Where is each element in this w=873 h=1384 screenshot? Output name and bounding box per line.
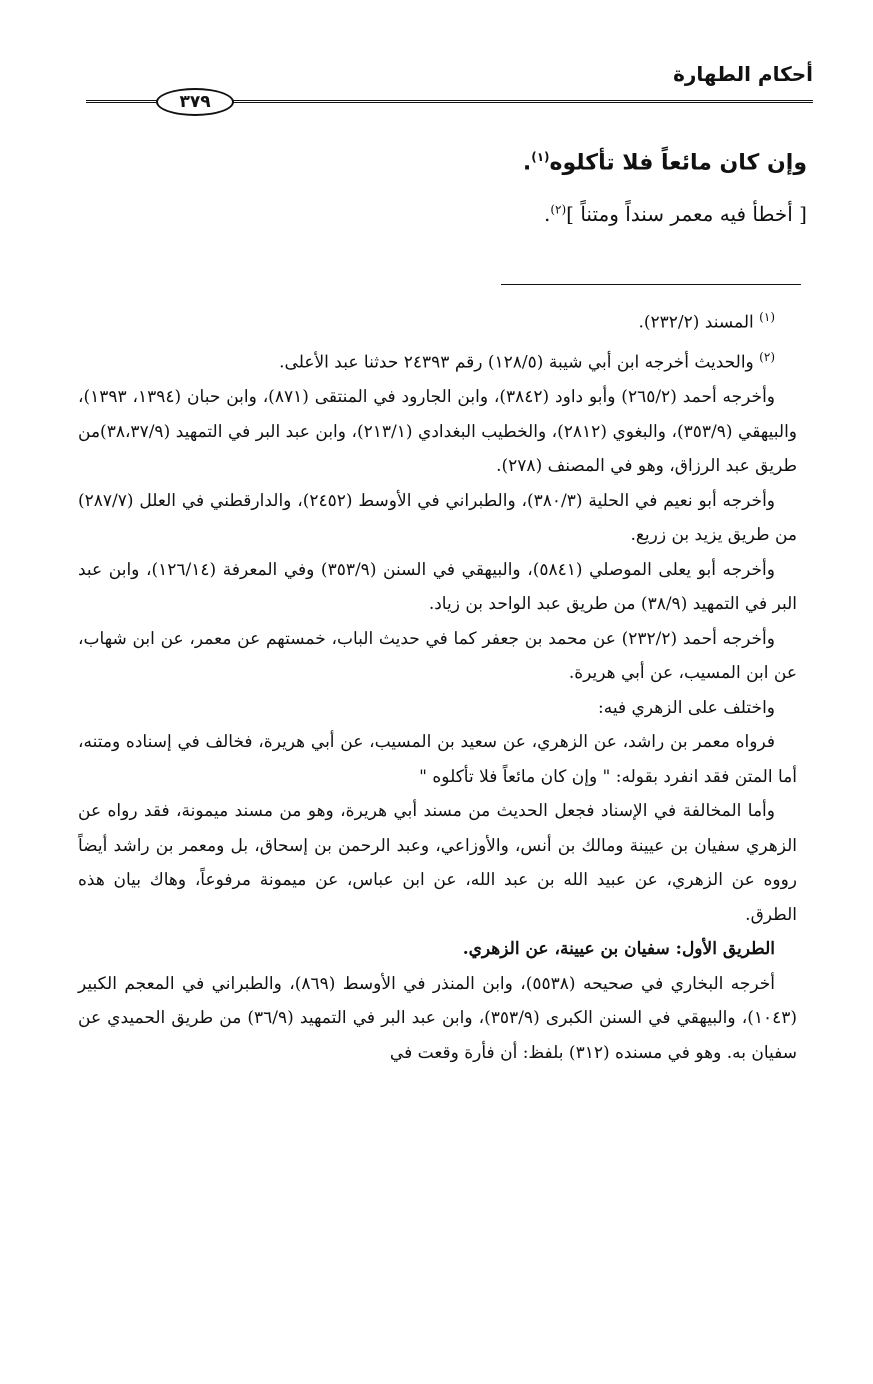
footnote-paragraph: أخرجه البخاري في صحيحه (٥٥٣٨)، وابن المنذر في الأوسط (٨٦٩)، والطبراني في المعجم الكبير (١٠٤٣)، والبيهقي في السنن الكبرى (٣٥٣/٩)، وابن عبد البر في التمهيد (٣٦/٩) من طريق الحميدي عن سفيان به. وهو في مسنده (٣١٢) بلفظ: أن فأرة وقعت في bbox=[78, 973, 798, 1063]
main-text-1: وإن كان مائعاً فلا تأكلوه bbox=[549, 150, 807, 176]
footnote-1 bbox=[78, 300, 797, 340]
footnote-ref-1: (١) bbox=[531, 150, 550, 164]
footnote-1-marker: (١) bbox=[759, 310, 775, 324]
footnote-paragraph: وأخرجه أحمد (٢٦٥/٢) وأبو داود (٣٨٤٢)، وابن الجارود في المنتقى (٨٧١)، وابن حبان (١٣٩٤، ١٣٩٣)، والبيهقي (٣٥٣/٩)، والبغوي (٢٨١٢)، والخطيب البغدادي (٢١٣/١)، وابن عبد البر في التمهيد (٣٨،٣٧/٩)من طريق عبد الرزاق، وهو في المصنف (٢٧٨). bbox=[78, 387, 798, 477]
running-header-title: أحكام الطهارة bbox=[673, 62, 813, 86]
header-rule bbox=[86, 92, 813, 112]
footnotes bbox=[78, 300, 797, 1070]
main-text-1-end: . bbox=[522, 150, 532, 176]
main-text-2: [ أخطأ فيه معمر سنداً ومتناً ] bbox=[566, 202, 807, 226]
footnote-paragraph: وأخرجه أحمد (٢٣٢/٢) عن محمد بن جعفر كما في حديث الباب، خمستهم عن معمر، عن ابن شهاب، عن ابن المسيب، عن أبي هريرة. bbox=[78, 628, 797, 684]
footnote-1-text: المسند (٢٣٢/٢). bbox=[638, 312, 754, 333]
main-text-2-end: . bbox=[543, 202, 551, 226]
footnote-ref-2: (٢) bbox=[550, 202, 567, 217]
main-text-line-1 bbox=[80, 150, 807, 175]
footnote-paragraph: وأخرجه أبو نعيم في الحلية (٣٨٠/٣)، والطبراني في الأوسط (٢٤٥٢)، والدارقطني في العلل (٢٨٧/٧) من طريق يزيد بن زريع. bbox=[78, 490, 797, 546]
footnote-2-text: والحديث أخرجه ابن أبي شيبة (١٢٨/٥) رقم ٢٤٣٩٣ حدثنا عبد الأعلى. bbox=[279, 352, 754, 373]
footnote-2 bbox=[78, 340, 797, 380]
footnote-paragraph: واختلف على الزهري فيه: bbox=[598, 697, 775, 718]
footnote-paragraph: وأخرجه أبو يعلى الموصلي (٥٨٤١)، والبيهقي في السنن (٣٥٣/٩) وفي المعرفة (١٢٦/١٤)، وابن عبد البر في التمهيد (٣٨/٩) من طريق عبد الواحد بن زياد. bbox=[78, 559, 797, 615]
footnote-2-marker: (٢) bbox=[759, 350, 775, 365]
page-number: ٣٧٩ bbox=[156, 88, 234, 116]
footnote-paragraph: فرواه معمر بن راشد، عن الزهري، عن سعيد بن المسيب، عن أبي هريرة، فخالف في إسناده ومتنه، أما المتن فقد انفرد بقوله: " وإن كان مائعاً فلا تأكلوه " bbox=[78, 732, 797, 787]
footnote-subheading: الطريق الأول: سفيان بن عيينة، عن الزهري. bbox=[462, 939, 775, 960]
footnote-paragraph: وأما المخالفة في الإسناد فجعل الحديث من مسند أبي هريرة، وهو من مسند ميمونة، فقد رواه عن الزهري سفيان بن عيينة ومالك بن أنس، والأوزاعي، وعبد الرحمن بن إسحاق، بل ومعمر بن راشد أيضاً رووه عن الزهري، عن عبيد الله بن عبد الله، عن ابن عباس، عن ميمونة مرفوعاً، وهاك بيان هذه الطرق. bbox=[78, 801, 797, 925]
footnote-separator bbox=[501, 284, 801, 285]
main-text-line-2 bbox=[80, 202, 807, 226]
